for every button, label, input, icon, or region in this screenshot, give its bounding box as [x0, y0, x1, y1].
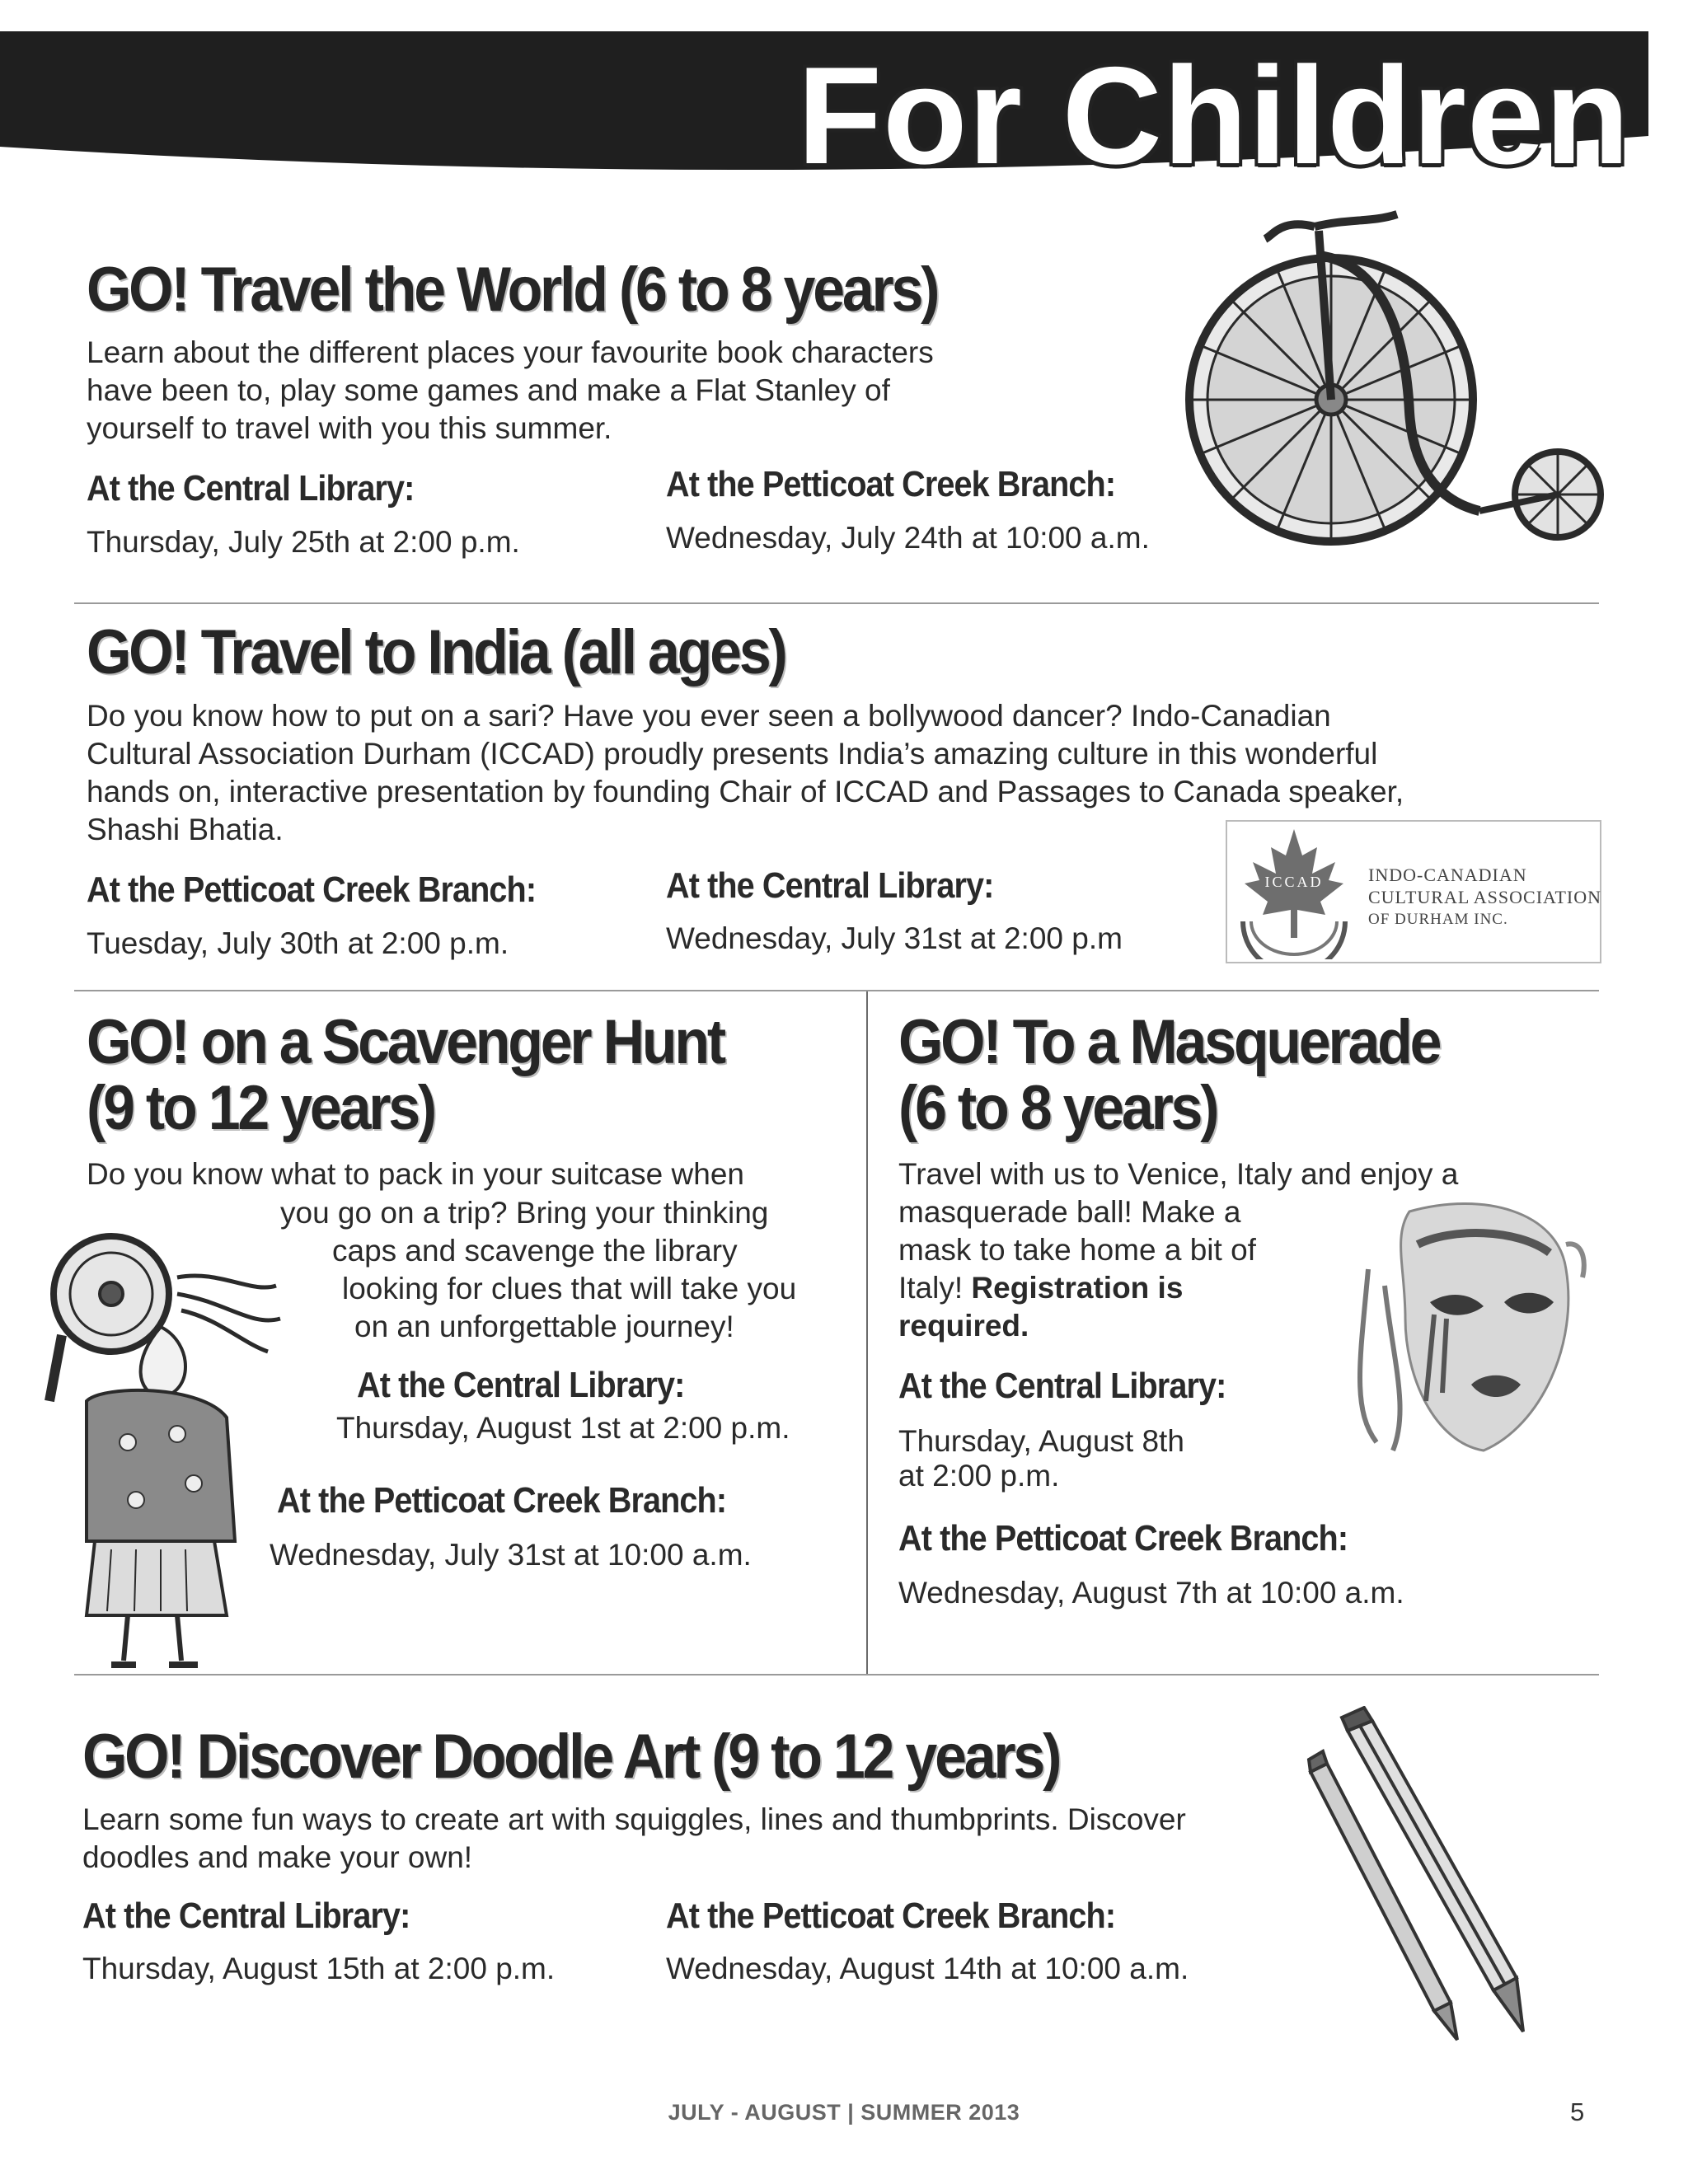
scavenger-time-central: Thursday, August 1st at 2:00 p.m.: [336, 1411, 790, 1445]
description-line: mask to take home a bit of: [898, 1233, 1256, 1267]
scavenger-description-line: you go on a trip? Bring your thinking: [280, 1196, 769, 1230]
travel-world-time-central: Thursday, July 25th at 2:00 p.m.: [87, 525, 520, 559]
description-line: yourself to travel with you this summer.: [87, 411, 612, 445]
travel-world-time-petticoat: Wednesday, July 24th at 10:00 a.m.: [666, 521, 1150, 555]
scavenger-location-central: At the Central Library:: [357, 1365, 685, 1405]
travel-india-location-central: At the Central Library:: [666, 865, 994, 906]
maple-leaf-icon: [1228, 823, 1360, 959]
masquerade-time-petticoat: Wednesday, August 7th at 10:00 a.m.: [898, 1576, 1404, 1610]
scavenger-description-line: on an unforgettable journey!: [354, 1310, 734, 1343]
description-line: Shashi Bhatia.: [87, 813, 284, 846]
doodle-description: [82, 1801, 1186, 1877]
travel-india-location-petticoat: At the Petticoat Creek Branch:: [87, 869, 537, 910]
masquerade-heading-line1: GO! To a Masquerade: [898, 1007, 1440, 1077]
time-line: at 2:00 p.m.: [898, 1459, 1060, 1493]
footer-issue: JULY - AUGUST | SUMMER 2013: [668, 2100, 1020, 2125]
travel-india-description: [87, 697, 1404, 849]
masquerade-heading-line2: (6 to 8 years): [898, 1073, 1217, 1143]
girl-with-magnifier-image: [37, 1228, 284, 1673]
doodle-time-petticoat: Wednesday, August 14th at 10:00 a.m.: [666, 1952, 1189, 1985]
logo-line: OF DURHAM INC.: [1368, 911, 1508, 928]
description-line: Travel with us to Venice, Italy and enjoy a: [898, 1157, 1459, 1191]
description-line: hands on, interactive presentation by founding Chair of ICCAD and Passages to Canada speaker,: [87, 775, 1404, 808]
scavenger-description-line: caps and scavenge the library: [332, 1234, 738, 1268]
masquerade-location-petticoat: At the Petticoat Creek Branch:: [898, 1518, 1348, 1558]
section-divider: [74, 1674, 1599, 1675]
registration-note: Registration is: [971, 1271, 1184, 1305]
scavenger-description-line: looking for clues that will take you: [342, 1272, 797, 1305]
description-line: Cultural Association Durham (ICCAD) proudly presents India’s amazing culture in this wonderful: [87, 737, 1378, 771]
doodle-location-central: At the Central Library:: [82, 1896, 410, 1936]
page-number: 5: [1570, 2097, 1585, 2126]
scavenger-location-petticoat: At the Petticoat Creek Branch:: [277, 1480, 727, 1521]
column-divider: [866, 991, 868, 1674]
doodle-location-petticoat: At the Petticoat Creek Branch:: [666, 1896, 1116, 1936]
description-line: have been to, play some games and make a Flat Stanley of: [87, 373, 890, 407]
iccad-logo-text: [1368, 864, 1601, 930]
venetian-mask-image: [1335, 1195, 1591, 1459]
section-divider: [74, 602, 1599, 604]
description-line: masquerade ball! Make a: [898, 1195, 1241, 1229]
logo-line: CULTURAL ASSOCIATION: [1368, 887, 1602, 907]
description-text: Italy!: [898, 1271, 972, 1305]
travel-india-time-central: Wednesday, July 31st at 2:00 p.m: [666, 921, 1123, 955]
masquerade-location-central: At the Central Library:: [898, 1366, 1226, 1406]
description-line: Learn some fun ways to create art with squiggles, lines and thumbprints. Discover: [82, 1802, 1186, 1836]
travel-world-location-petticoat: At the Petticoat Creek Branch:: [666, 464, 1116, 504]
scavenger-time-petticoat: Wednesday, July 31st at 10:00 a.m.: [270, 1538, 752, 1572]
page-title: For Children: [797, 38, 1630, 193]
time-line: Thursday, August 8th: [898, 1424, 1184, 1458]
description-line: doodles and make your own!: [82, 1840, 473, 1874]
registration-note: required.: [898, 1309, 1029, 1343]
description-line: Learn about the different places your favourite book characters: [87, 335, 934, 369]
travel-world-description: [87, 334, 934, 448]
travel-india-time-petticoat: Tuesday, July 30th at 2:00 p.m.: [87, 926, 509, 960]
masquerade-time-central: [898, 1424, 1184, 1493]
logo-line: INDO-CANADIAN: [1368, 865, 1527, 885]
section-divider: [74, 990, 1599, 991]
travel-world-location-central: At the Central Library:: [87, 468, 415, 509]
travel-world-heading: GO! Travel the World (6 to 8 years): [87, 255, 938, 325]
scavenger-description-line: Do you know what to pack in your suitcase when: [87, 1157, 744, 1191]
description-line: Do you know how to put on a sari? Have you ever seen a bollywood dancer? Indo-Canadian: [87, 699, 1331, 733]
pencils-image: [1302, 1706, 1550, 2052]
scavenger-heading-line1: GO! on a Scavenger Hunt: [87, 1007, 724, 1077]
iccad-acronym: ICCAD: [1264, 874, 1324, 890]
penny-farthing-bicycle-image: [1183, 206, 1628, 569]
travel-india-heading: GO! Travel to India (all ages): [87, 617, 785, 687]
doodle-time-central: Thursday, August 15th at 2:00 p.m.: [82, 1952, 556, 1985]
doodle-heading: GO! Discover Doodle Art (9 to 12 years): [82, 1722, 1060, 1792]
scavenger-heading-line2: (9 to 12 years): [87, 1073, 434, 1143]
